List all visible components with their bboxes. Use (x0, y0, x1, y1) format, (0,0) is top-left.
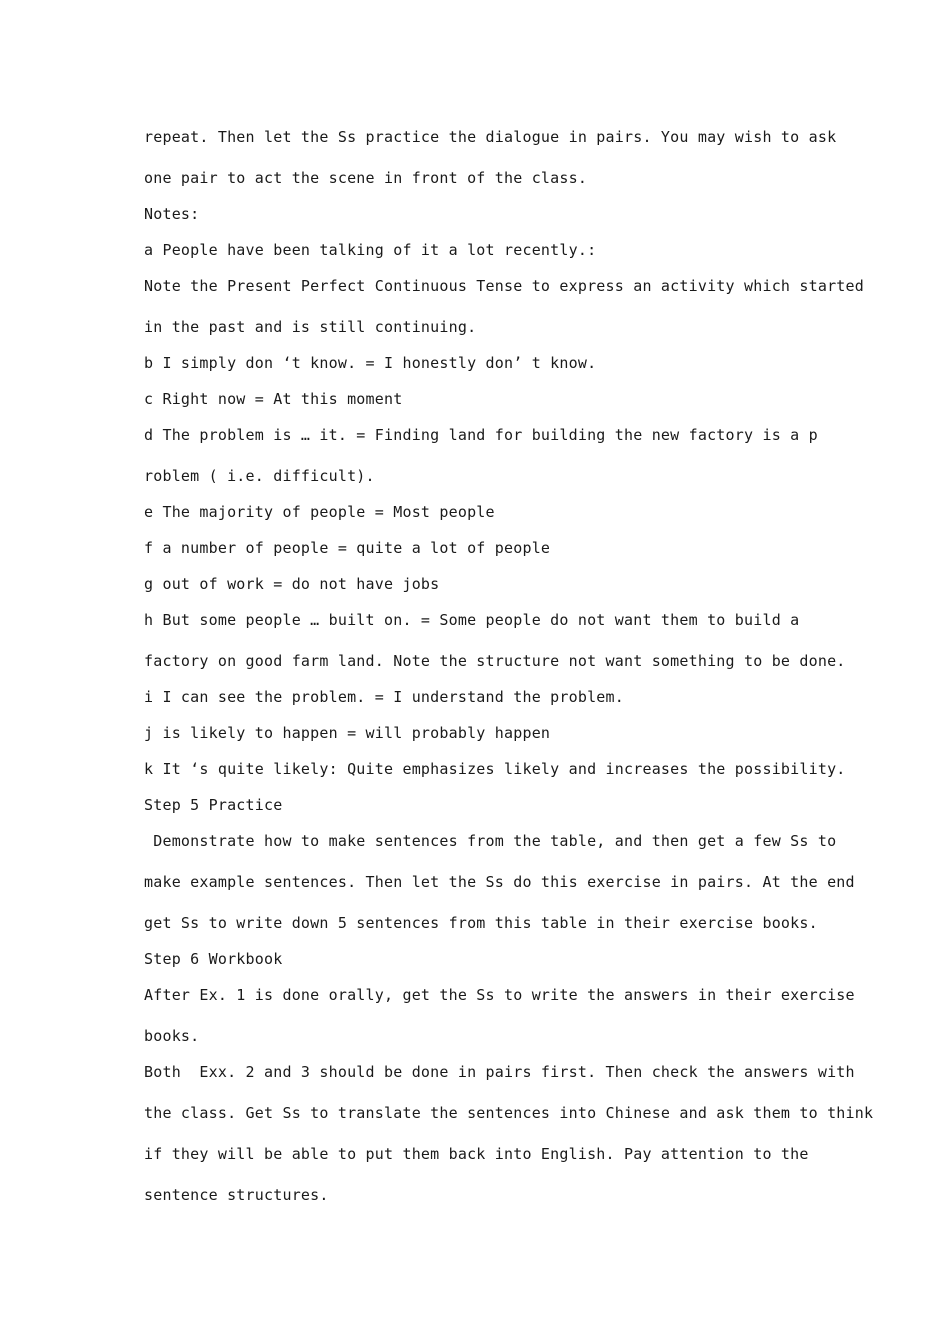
step-heading: Step 6 Workbook (144, 950, 283, 968)
note-item: a People have been talking of it a lot recently.: (144, 241, 597, 259)
note-item: e The majority of people = Most people (144, 503, 495, 521)
note-item: c Right now = At this moment (144, 390, 403, 408)
text-line: get Ss to write down 5 sentences from this table in their exercise books. (144, 914, 818, 932)
text-line: Note the Present Perfect Continuous Tense to express an activity which started (144, 277, 864, 295)
text-line: sentence structures. (144, 1186, 329, 1204)
note-item: j is likely to happen = will probably happen (144, 724, 551, 742)
notes-heading: Notes: (144, 205, 200, 223)
step-heading: Step 5 Practice (144, 796, 283, 814)
note-item: d The problem is … it. = Finding land for building the new factory is a p (144, 426, 818, 444)
text-line: repeat. Then let the Ss practice the dialogue in pairs. You may wish to ask (144, 128, 837, 146)
text-line: Demonstrate how to make sentences from the table, and then get a few Ss to (144, 832, 837, 850)
note-item: k It ‘s quite likely: Quite emphasizes likely and increases the possibility. (144, 760, 846, 778)
text-line: books. (144, 1027, 200, 1045)
note-item: g out of work = do not have jobs (144, 575, 440, 593)
text-line: Both Exx. 2 and 3 should be done in pairs first. Then check the answers with (144, 1063, 855, 1081)
text-line: in the past and is still continuing. (144, 318, 477, 336)
text-line: if they will be able to put them back into English. Pay attention to the (144, 1145, 809, 1163)
text-line: After Ex. 1 is done orally, get the Ss to write the answers in their exercise (144, 986, 855, 1004)
text-line: roblem ( i.e. difficult). (144, 467, 375, 485)
note-item: b I simply don ‘t know. = I honestly don’ t know. (144, 354, 597, 372)
text-line: factory on good farm land. Note the structure not want something to be done. (144, 652, 846, 670)
text-line: one pair to act the scene in front of the class. (144, 169, 588, 187)
text-line: make example sentences. Then let the Ss do this exercise in pairs. At the end (144, 873, 855, 891)
note-item: h But some people … built on. = Some people do not want them to build a (144, 611, 800, 629)
text-line: the class. Get Ss to translate the sentences into Chinese and ask them to think (144, 1104, 874, 1122)
note-item: f a number of people = quite a lot of people (144, 539, 551, 557)
note-item: i I can see the problem. = I understand the problem. (144, 688, 624, 706)
